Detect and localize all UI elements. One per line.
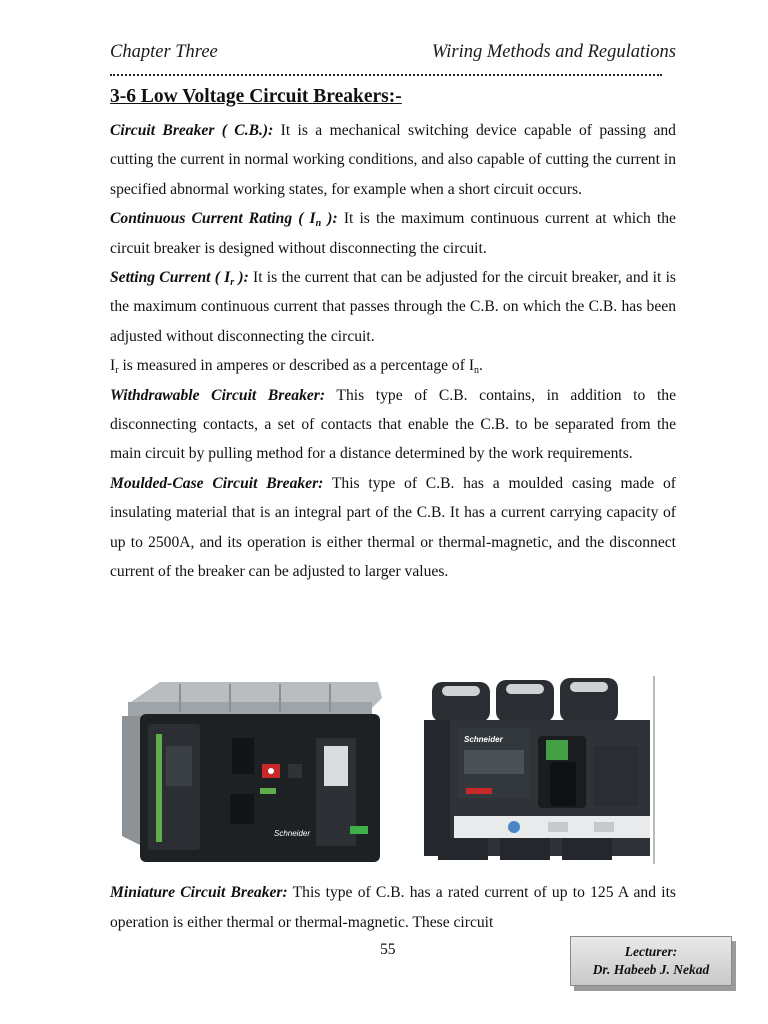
air-circuit-breaker-image: [120, 676, 386, 874]
paragraph-circuit-breaker: Circuit Breaker ( C.B.): It is a mechanical switching device capable of passing and cutting the current in normal working conditions, and also capable of cutting the current in specified abnormal working states, for example when a short circuit occurs.: [110, 122, 676, 198]
term-miniature: Miniature Circuit Breaker:: [110, 884, 288, 901]
chapter-topic: Wiring Methods and Regulations: [431, 42, 676, 62]
paragraph-moulded-case: Moulded-Case Circuit Breaker: This type of C.B. has a moulded casing made of insulating material that is an integral part of the C.B. It has a current carrying capacity of up to 2500A, and its operation is either thermal or thermal-magnetic, and the disconnect current of the breaker can be adjusted to larger values.: [110, 474, 676, 581]
term-circuit-breaker: Circuit Breaker ( C.B.):: [110, 122, 274, 139]
paragraph-continuous-rating: Continuous Current Rating ( $I_n$ ): It is the maximum continuous current at which the circuit breaker is designed without disconnecting the circuit.: [110, 210, 676, 257]
paragraph-ir-measurement: $I_r$ is measured in amperes or described as a percentage of $I_n$.: [110, 357, 483, 377]
body-text-continued: [110, 878, 676, 938]
paragraph-miniature: Miniature Circuit Breaker: This type of C.B. has a rated current of up to 125 A and its operation is either thermal or thermal-magnetic. These circuit: [110, 884, 676, 931]
term-continuous-rating: Continuous Current Rating ( $I_n$ ):: [110, 210, 338, 230]
paragraph-setting-current: Setting Current ( $I_r$ ): It is the current that can be adjusted for the circuit breaker, and it is the maximum continuous current that passes through the C.B. on which the C.B. has been adjusted without disconnecting the circuit.: [110, 269, 676, 345]
body-text: [110, 116, 676, 587]
term-withdrawable: Withdrawable Circuit Breaker:: [110, 386, 326, 404]
chapter-label: Chapter Three: [110, 42, 218, 62]
left-brand-logo: Schneider: [274, 829, 311, 838]
page-number: 55: [380, 941, 396, 958]
lecturer-box: [570, 936, 732, 986]
lecturer-name: Dr. Habeeb J. Nekad: [592, 962, 710, 977]
right-brand-logo: Schneider: [464, 735, 503, 744]
paragraph-withdrawable: Withdrawable Circuit Breaker: This type of C.B. contains, in addition to the disconnecting contacts, a set of contacts that enable the C.B. to be separated from the main circuit by pulling method for a distance determined by the work requirements.: [110, 386, 677, 463]
header-divider: [110, 74, 662, 76]
moulded-case-circuit-breaker-image: [418, 676, 658, 864]
term-moulded-case: Moulded-Case Circuit Breaker:: [110, 474, 324, 492]
term-setting-current: Setting Current ( $I_r$ ):: [110, 269, 249, 289]
page-header: [110, 42, 676, 68]
section-title: 3-6 Low Voltage Circuit Breakers:-: [110, 86, 402, 107]
lecturer-label: Lecturer:: [624, 944, 678, 959]
